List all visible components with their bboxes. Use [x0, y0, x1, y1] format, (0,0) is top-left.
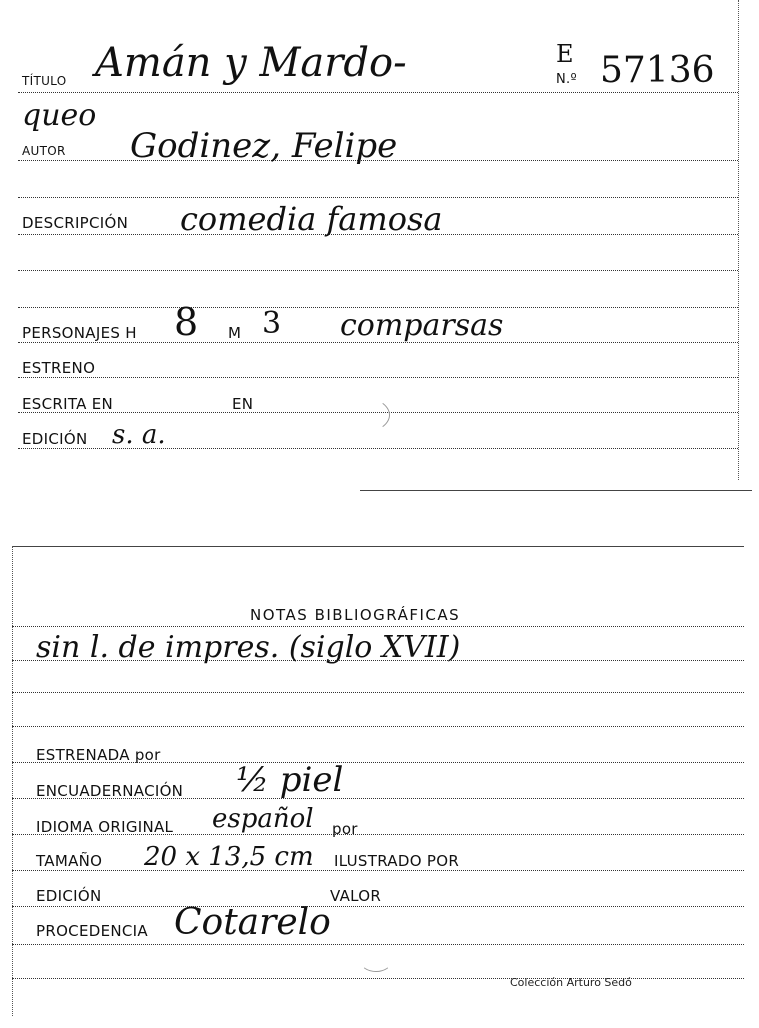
card-bottom-top-edge — [12, 546, 744, 547]
edicion-label: EDICIÓN — [22, 430, 88, 448]
smudge-mark — [328, 396, 390, 434]
edicion-value: s. a. — [112, 420, 166, 450]
catalog-letter: E — [556, 40, 574, 68]
idioma-label: IDIOMA ORIGINAL — [36, 818, 174, 836]
rule-titulo — [18, 92, 738, 93]
collection-footer: Colección Arturo Sedó — [510, 976, 632, 989]
ilustrado-label: ILUSTRADO POR — [334, 852, 460, 870]
personajes-extra: comparsas — [340, 308, 504, 343]
autor-label: AUTOR — [22, 144, 66, 158]
rule-footer — [12, 978, 744, 979]
edicion-b-label: EDICIÓN — [36, 887, 102, 905]
personajes-label: PERSONAJES H — [22, 324, 137, 342]
rule-estreno — [18, 377, 738, 378]
catalog-card-top — [0, 0, 759, 500]
card-top-bottom-edge — [360, 490, 752, 491]
card-bottom-left-edge — [12, 546, 13, 1016]
titulo-value: Amán y Mardo- — [95, 40, 407, 86]
personajes-m-label: M — [228, 324, 242, 342]
card-top-right-edge — [738, 0, 739, 480]
escrita-en-label: ESCRITA EN — [22, 395, 114, 413]
valor-label: VALOR — [330, 887, 382, 905]
idioma-value: español — [212, 804, 314, 834]
catalog-number: 57136 — [600, 50, 715, 91]
rule-blank-2 — [18, 270, 738, 271]
rule-notas-4 — [12, 726, 744, 727]
titulo-label: TÍTULO — [22, 74, 67, 88]
rule-notas-1 — [12, 626, 744, 627]
notas-value: sin l. de impres. (siglo XVII) — [36, 630, 461, 665]
descripcion-label: DESCRIPCIÓN — [22, 214, 129, 232]
en-label: EN — [232, 395, 254, 413]
rule-edicion-b — [12, 906, 744, 907]
rule-notas-3 — [12, 692, 744, 693]
encuadernacion-value: ½ piel — [236, 760, 344, 800]
procedencia-value: Cotarelo — [174, 902, 331, 943]
catalog-card-bottom — [0, 540, 759, 1028]
personajes-m-value: 3 — [262, 306, 282, 341]
notas-heading: NOTAS BIBLIOGRÁFICAS — [250, 606, 461, 624]
rule-blank-1 — [18, 197, 738, 198]
estreno-label: ESTRENO — [22, 359, 96, 377]
encuadernacion-label: ENCUADERNACIÓN — [36, 782, 184, 800]
personajes-h-value: 8 — [174, 300, 199, 344]
catalog-no-label: N.º — [556, 72, 577, 87]
autor-value: Godinez, Felipe — [130, 126, 398, 166]
descripcion-value: comedia famosa — [180, 200, 443, 238]
titulo-value-cont: queo — [22, 98, 97, 133]
rule-procedencia — [12, 944, 744, 945]
idioma-por-label: por — [332, 820, 358, 838]
estrenada-label: ESTRENADA por — [36, 746, 161, 764]
tamano-label: TAMAÑO — [36, 852, 103, 870]
tamano-value: 20 x 13,5 cm — [144, 842, 314, 872]
smudge-mark-bottom — [360, 950, 392, 972]
rule-tamano — [12, 870, 744, 871]
procedencia-label: PROCEDENCIA — [36, 922, 148, 940]
